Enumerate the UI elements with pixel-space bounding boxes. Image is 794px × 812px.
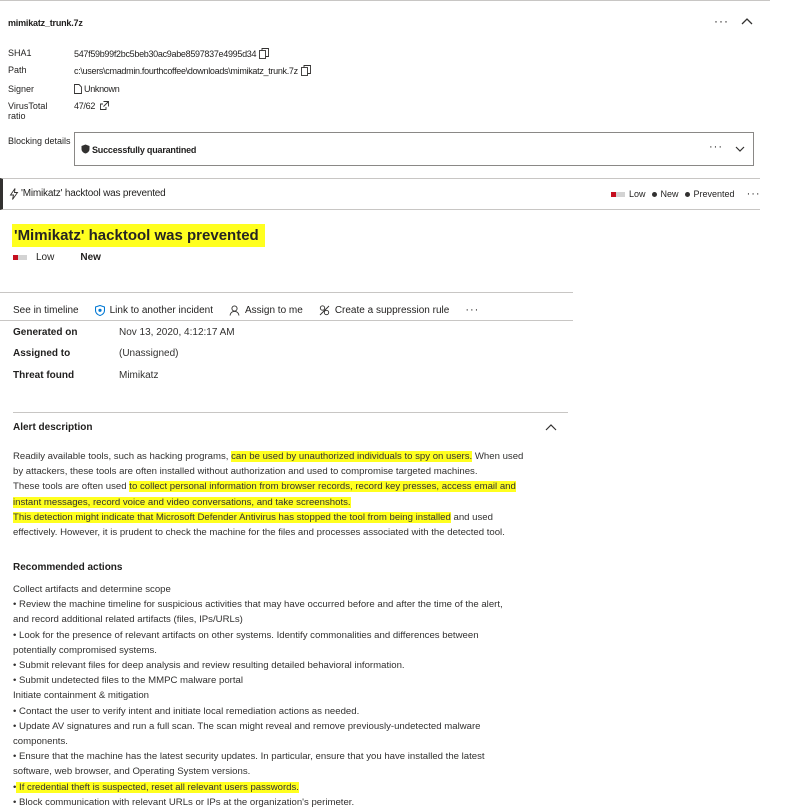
description-line bbox=[13, 479, 573, 494]
recommended-line: potentially compromised systems. bbox=[13, 644, 157, 656]
blocking-status-text: Successfully quarantined bbox=[92, 145, 197, 155]
shield-icon bbox=[95, 305, 105, 316]
recommended-line: • Update AV signatures and run a full scan. The scan might reveal and remove previously-undetected malware bbox=[13, 720, 481, 732]
file-details-panel bbox=[0, 4, 770, 170]
generated-on-value: Nov 13, 2020, 4:12:17 AM bbox=[119, 327, 235, 338]
shield-icon bbox=[81, 144, 90, 154]
signer-text: Unknown bbox=[84, 84, 120, 94]
external-link-icon[interactable] bbox=[100, 101, 109, 110]
see-in-timeline-label: See in timeline bbox=[13, 304, 79, 316]
alert-severity: Low bbox=[36, 252, 55, 263]
virustotal-label: VirusTotal ratio bbox=[8, 101, 48, 121]
threat-found-value: Mimikatz bbox=[119, 370, 159, 381]
recommended-line: software, web browser, and Operating System versions. bbox=[13, 766, 251, 778]
alert-summary-bar[interactable] bbox=[0, 178, 760, 210]
recommended-line: • Ensure that the machine has the latest security updates. In particular, ensure that you have installed the latest bbox=[13, 751, 485, 763]
file-name-title: mimikatz_trunk.7z bbox=[8, 18, 83, 28]
see-in-timeline-button[interactable] bbox=[13, 305, 79, 316]
severity-indicator bbox=[13, 255, 27, 260]
highlighted-text: This detection might indicate that Microsoft Defender Antivirus has stopped the tool from being installed bbox=[13, 511, 451, 523]
sha1-label: SHA1 bbox=[8, 48, 32, 58]
assign-to-me-label: Assign to me bbox=[245, 304, 303, 316]
alert-bar-more-button[interactable]: ··· bbox=[746, 188, 761, 200]
recommended-line: components. bbox=[13, 736, 68, 748]
description-text: When used bbox=[472, 451, 524, 462]
document-icon bbox=[74, 84, 82, 94]
top-divider bbox=[0, 0, 770, 1]
link-to-incident-label: Link to another incident bbox=[109, 304, 213, 316]
alert-description-heading: Alert description bbox=[13, 422, 93, 433]
generated-on-label: Generated on bbox=[13, 327, 78, 338]
assign-to-me-button[interactable] bbox=[229, 305, 303, 316]
divider bbox=[0, 320, 573, 321]
recommended-line: • Review the machine timeline for suspicious activities that may have occurred before and after the time of the alert, bbox=[13, 599, 503, 611]
recommended-line: and record additional related artifacts (files, IPs/URLs) bbox=[13, 614, 243, 626]
highlighted-text: instant messages, record voice and video conversations, and take screenshots. bbox=[13, 496, 351, 508]
create-suppression-rule-button[interactable] bbox=[319, 305, 450, 316]
alert-bar-state: New bbox=[660, 189, 679, 199]
highlighted-text: to collect personal information from browser records, record key presses, access email and bbox=[129, 481, 516, 493]
description-text: These tools are often used bbox=[13, 481, 127, 493]
person-icon bbox=[229, 305, 240, 316]
recommended-line: • Block communication with relevant URLs or IPs at the organization's perimeter. bbox=[13, 796, 355, 808]
recommended-line: Initiate containment & mitigation bbox=[13, 690, 149, 702]
copy-icon[interactable] bbox=[301, 65, 311, 76]
signer-label: Signer bbox=[8, 84, 35, 94]
virustotal-text[interactable]: 47/62 bbox=[74, 101, 96, 111]
chevron-up-icon[interactable] bbox=[740, 16, 754, 26]
alert-description-text bbox=[13, 449, 573, 540]
blocking-more-button[interactable]: ··· bbox=[709, 141, 723, 153]
description-text: and used bbox=[450, 511, 493, 523]
more-options-button[interactable]: ··· bbox=[714, 14, 729, 28]
path-label: Path bbox=[8, 65, 27, 75]
alert-severity-row bbox=[13, 252, 101, 263]
alert-bar-severity: Low bbox=[629, 189, 646, 199]
alert-bar-result: Prevented bbox=[693, 189, 735, 199]
signer-value bbox=[74, 84, 119, 94]
recommended-line: • Submit relevant files for deep analysis and review resulting detailed behavioral information. bbox=[13, 660, 405, 672]
virustotal-value bbox=[74, 101, 109, 111]
result-dot bbox=[685, 192, 690, 197]
highlighted-text: can be used by unauthorized individuals to spy on users. bbox=[231, 451, 473, 462]
description-line bbox=[13, 510, 573, 525]
description-text: Readily available tools, such as hacking programs, bbox=[13, 451, 229, 462]
highlighted-text: If credential theft is suspected, reset all relevant users passwords. bbox=[16, 781, 299, 793]
divider bbox=[13, 412, 568, 413]
assigned-to-value: (Unassigned) bbox=[119, 348, 179, 359]
description-line: effectively. However, it is prudent to check the machine for the files and processes associated with the detected tool. bbox=[13, 527, 505, 539]
bullet: • bbox=[13, 781, 17, 793]
recommended-line: Collect artifacts and determine scope bbox=[13, 584, 171, 595]
recommended-line bbox=[13, 780, 573, 795]
path-value bbox=[74, 65, 311, 76]
chevron-up-icon[interactable] bbox=[545, 423, 557, 431]
actions-more-button[interactable]: ··· bbox=[465, 304, 480, 316]
recommended-actions-text bbox=[13, 582, 573, 810]
assigned-to-label: Assigned to bbox=[13, 348, 71, 359]
alert-status: New bbox=[80, 252, 101, 263]
alert-bar-title: 'Mimikatz' hacktool was prevented bbox=[21, 188, 166, 199]
create-suppression-rule-label: Create a suppression rule bbox=[334, 304, 450, 316]
suppression-icon bbox=[319, 305, 330, 316]
divider bbox=[0, 292, 573, 293]
link-to-incident-button[interactable] bbox=[95, 305, 213, 316]
severity-indicator bbox=[611, 192, 625, 197]
alert-action-bar bbox=[13, 302, 479, 318]
recommended-actions-heading: Recommended actions bbox=[13, 562, 123, 573]
alert-bar-status bbox=[611, 188, 761, 200]
blocking-details-box[interactable] bbox=[74, 132, 754, 166]
description-line bbox=[13, 449, 573, 464]
blocking-details-label: Blocking details bbox=[8, 136, 71, 146]
recommended-line: • Submit undetected files to the MMPC malware portal bbox=[13, 675, 243, 687]
description-line: by attackers, these tools are often installed without authorization and used to compromise targeted machines. bbox=[13, 466, 478, 478]
sha1-value bbox=[74, 48, 269, 59]
threat-found-label: Threat found bbox=[13, 370, 75, 381]
recommended-line: • Look for the presence of relevant artifacts on other systems. Identify commonalities and differences between bbox=[13, 629, 479, 641]
copy-icon[interactable] bbox=[259, 48, 269, 59]
status-dot bbox=[652, 192, 657, 197]
lightning-icon bbox=[9, 188, 19, 200]
recommended-line: • Contact the user to verify intent and initiate local remediation actions as needed. bbox=[13, 705, 360, 717]
chevron-down-icon[interactable] bbox=[735, 145, 745, 153]
path-text: c:\users\cmadmin.fourthcoffee\downloads\mimikatz_trunk.7z bbox=[74, 66, 298, 76]
description-line bbox=[13, 495, 573, 510]
sha1-text: 547f59b99f2bc5beb30ac9abe8597837e4995d34 bbox=[74, 49, 257, 59]
blocking-status bbox=[81, 144, 196, 155]
alert-title: 'Mimikatz' hacktool was prevented bbox=[12, 224, 265, 247]
